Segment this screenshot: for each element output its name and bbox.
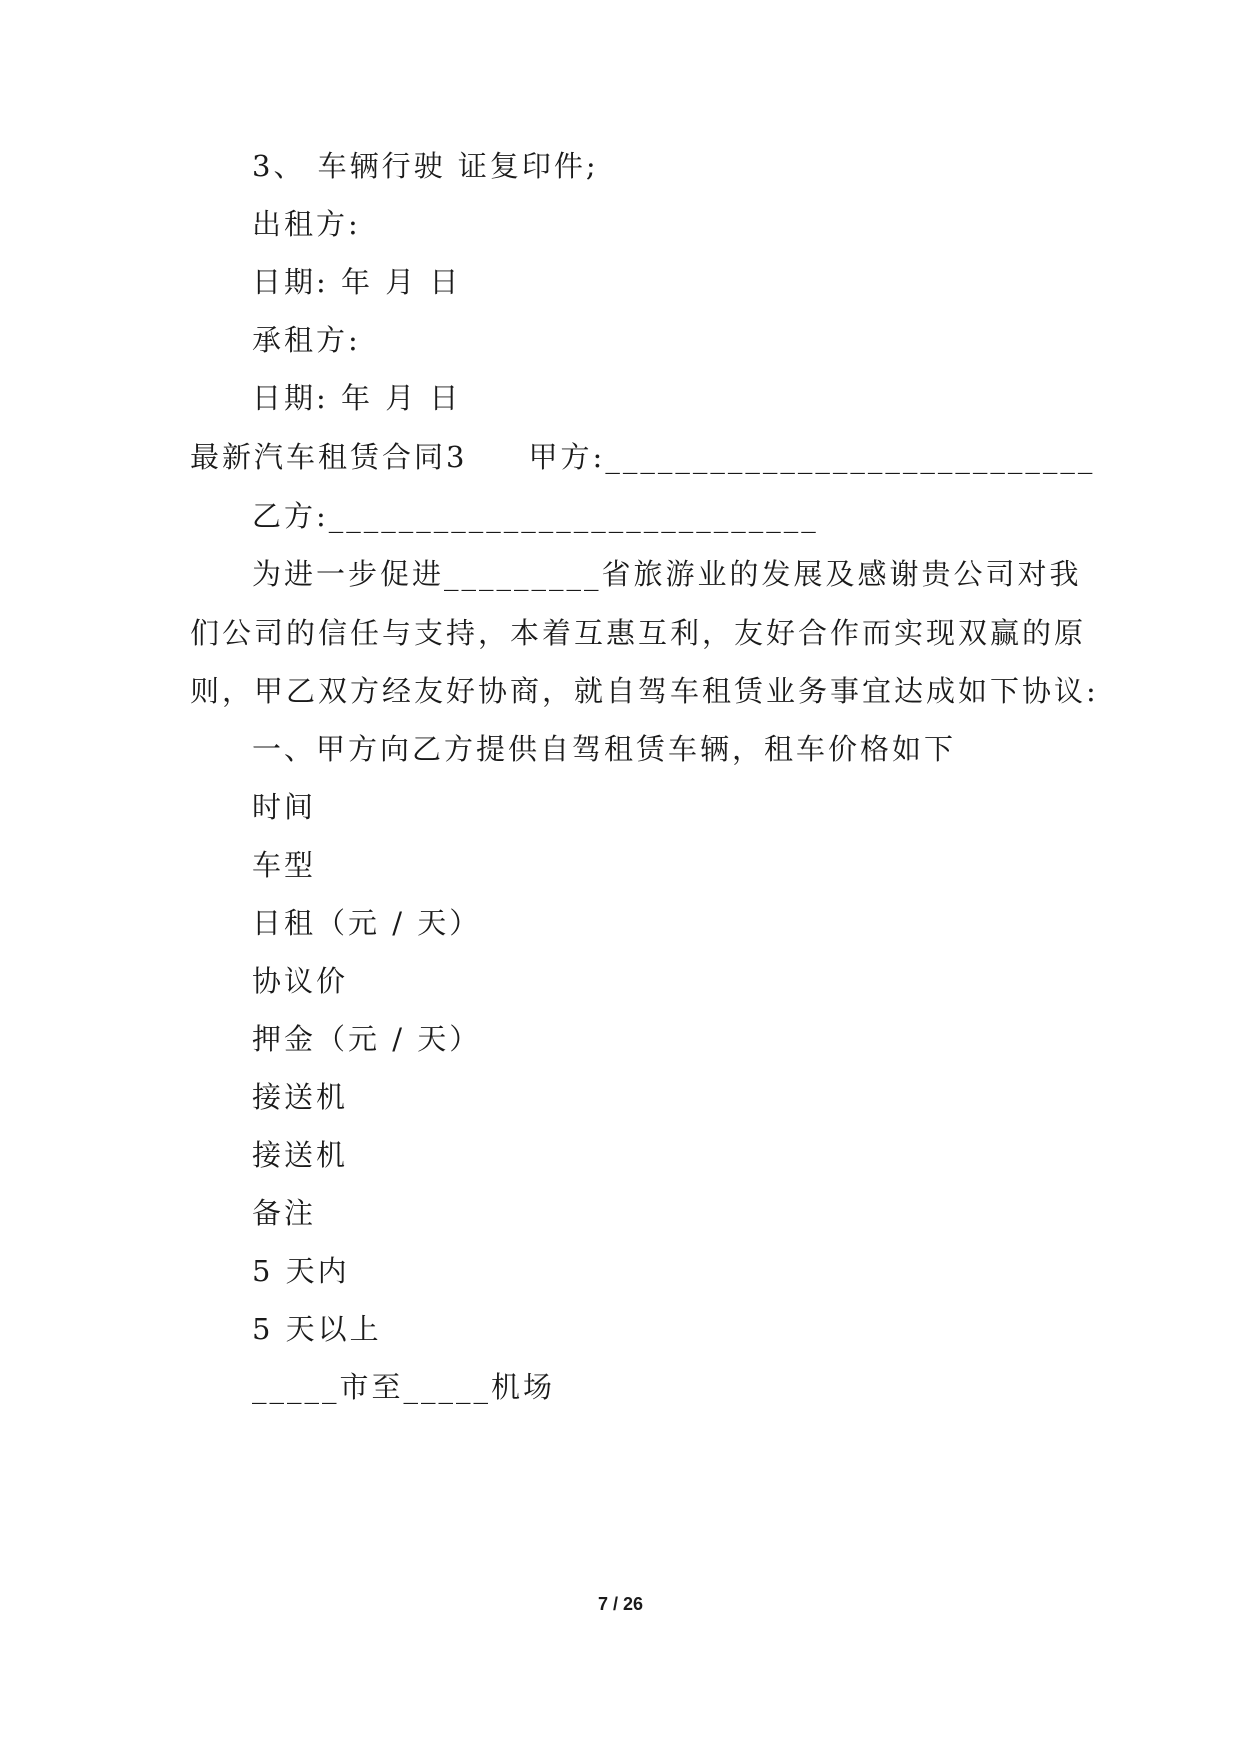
doc-paragraph-line-1: 为进一步促进_________省旅游业的发展及感谢贵公司对我: [252, 557, 1082, 591]
doc-line-date-2: 日期: 年 月 日: [252, 381, 462, 415]
doc-item-remarks: 备注: [252, 1196, 317, 1230]
doc-clause-1: 一、甲方向乙方提供自驾租赁车辆，租车价格如下: [252, 732, 957, 766]
doc-item-airport-transfer-1: 接送机: [252, 1080, 349, 1114]
doc-item-within-5-days: 5 天内: [252, 1254, 350, 1288]
doc-paragraph-line-3: 则，甲乙双方经友好协商，就自驾车租赁业务事宜达成如下协议:: [190, 674, 1099, 708]
doc-item-agreed-price: 协议价: [252, 964, 349, 998]
doc-paragraph-line-2: 们公司的信任与支持，本着互惠互利，友好合作而实现双赢的原: [190, 616, 1087, 650]
doc-line-party-b: 乙方:____________________________: [252, 499, 819, 533]
doc-heading-contract-3: 最新汽车租赁合同3 甲方:____________________________: [190, 440, 1096, 474]
page-number: 7 / 26: [597, 1594, 644, 1614]
doc-item-daily-rent: 日租（元 / 天）: [252, 906, 482, 940]
doc-line-date-1: 日期: 年 月 日: [252, 265, 462, 299]
doc-item-vehicle-type: 车型: [252, 848, 317, 882]
doc-item-airport-transfer-2: 接送机: [252, 1138, 349, 1172]
doc-line-lessee: 承租方:: [252, 323, 361, 357]
doc-line-lessor: 出租方:: [252, 207, 361, 241]
doc-line-vehicle-license-copy: 3、 车辆行驶 证复印件;: [252, 149, 599, 183]
doc-item-over-5-days: 5 天以上: [252, 1312, 382, 1346]
doc-item-city-to-airport: _____市至_____机场: [252, 1370, 556, 1404]
doc-item-time: 时间: [252, 790, 317, 824]
doc-item-deposit: 押金（元 / 天）: [252, 1022, 482, 1056]
